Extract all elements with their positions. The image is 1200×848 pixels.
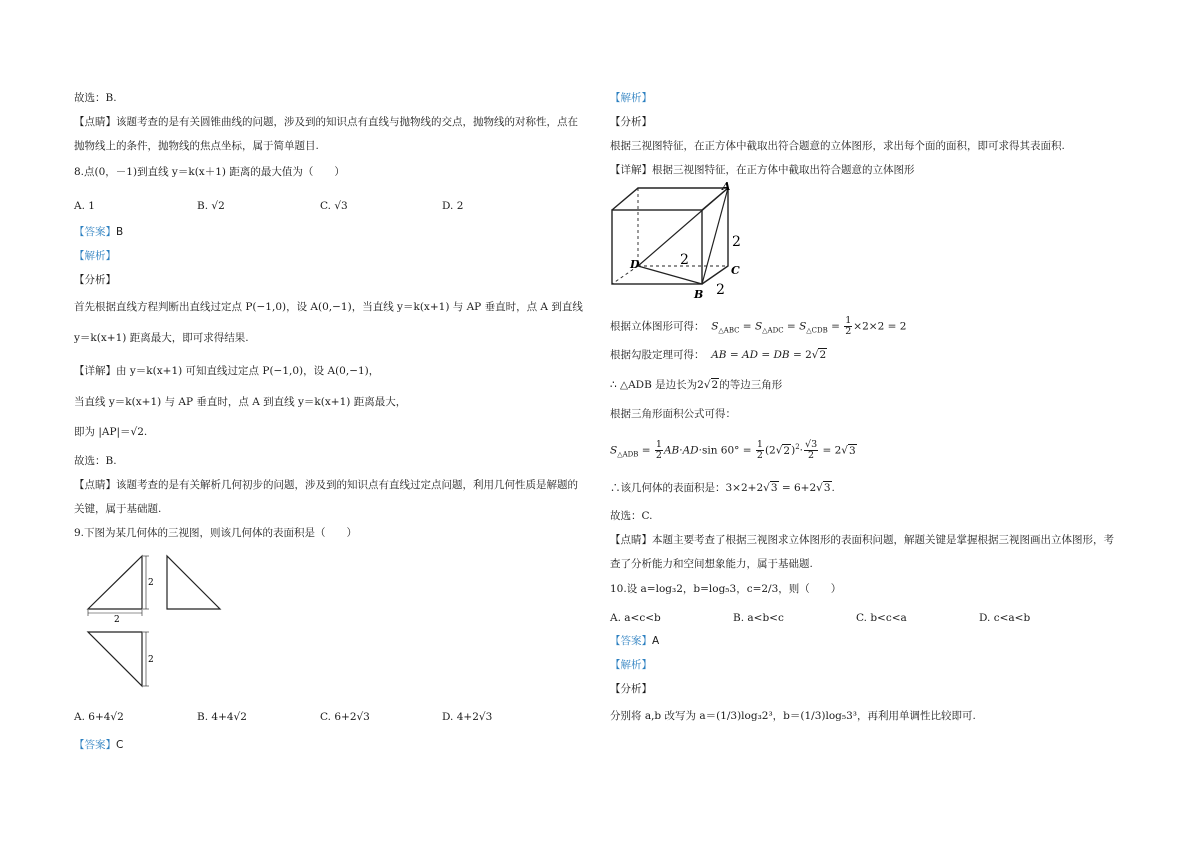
q10-fenxi-heading: 【分析】	[610, 683, 652, 695]
q9-option-b: B. 4+4√2	[197, 711, 247, 723]
vertex-b-label: B	[694, 288, 704, 301]
conclusion-line: 故选：B.	[74, 92, 117, 104]
q8-conclusion: 故选：B.	[74, 455, 117, 467]
comment-line-1: 【点睛】该题考查的是有关圆锥曲线的问题，涉及到的知识点有直线与抛物线的交点，抛物线的对称性，点在	[74, 116, 578, 128]
r5-label: ∴该几何体的表面积是：	[610, 482, 726, 494]
q9-conclusion: 故选：C.	[610, 510, 653, 522]
q8-option-b: B. √2	[197, 200, 225, 212]
answer-label: 【答案】	[610, 635, 652, 647]
q10-fenxi-line: 分别将 a,b 改写为 a＝(1/3)log₃2³，b＝(1/3)log₅3³，再利用单调性比较即可.	[610, 710, 976, 722]
q8-comment-line-2: 关键，属于基础题.	[74, 503, 162, 515]
q8-answer-value: B	[116, 226, 124, 238]
q8-detail-line-3: 即为 |AP|＝√2.	[74, 426, 148, 438]
q8-option-c: C. √3	[320, 200, 348, 212]
r3b-label: 的等边三角形	[719, 379, 783, 391]
q8-fenxi-line-2: y＝k(x+1) 距离最大，即可求得结果.	[74, 332, 249, 344]
r3a-label: ∴ △ADB 是边长为	[610, 379, 698, 391]
cube-figure	[610, 182, 760, 304]
q8-analysis-heading: 【解析】	[74, 250, 116, 262]
q9-option-d: D. 4+2√3	[442, 711, 493, 723]
q10-analysis-heading: 【解析】	[610, 659, 652, 671]
q8-fenxi-heading: 【分析】	[74, 274, 116, 286]
equilateral-statement: ∴ △ADB 是边长为2√2的等边三角形	[610, 379, 783, 391]
edge-label-bc: 2	[716, 282, 725, 298]
q9-comment-line-2: 查了分析能力和空间想象能力，属于基础题.	[610, 558, 813, 570]
edge-label-ac: 2	[732, 234, 741, 250]
q9-option-c: C. 6+2√3	[320, 711, 370, 723]
three-view-diagram	[84, 552, 234, 694]
front-view-width-label: 2	[114, 615, 120, 625]
total-surface-area: ∴该几何体的表面积是：3×2+2√3 = 6+2√3.	[610, 482, 835, 494]
q10-answer-value: A	[652, 635, 660, 647]
q8-detail-line-2: 当直线 y＝k(x+1) 与 AP 垂直时，点 A 到直线 y＝k(x+1) 距离最大，	[74, 396, 407, 408]
surface-area-equation: 根据立体图形可得： $S_{\triangle ABC} = S_{\triangle ADC} = S_{\triangle CDB}$ = $\frac{1}{2}$ ×2×2 = 2	[610, 315, 907, 337]
r2-label: 根据勾股定理可得：	[610, 349, 705, 361]
q9-answer	[74, 738, 123, 752]
q8-option-d: D. 2	[442, 200, 464, 212]
answer-label: 【答案】	[74, 226, 116, 238]
pythagorean-equation: 根据勾股定理可得： AB = AD = DB = 2√2	[610, 349, 827, 361]
area-formula-equation: $S_{\triangle ADB}$ = $\frac{1}{2}$ AB·AD·sin 60° = $\frac{1}{2}$ $(2√2)^2\cdot$ $\frac{√3}{2}$ = 2√3	[610, 439, 856, 461]
q8-answer	[74, 225, 123, 239]
front-view-height-label: 2	[148, 578, 154, 588]
q10-option-c: C. b<c<a	[856, 612, 907, 624]
q9-detail-line: 【详解】根据三视图特征，在正方体中截取出符合题意的立体图形	[610, 164, 915, 176]
answer-label: 【答案】	[74, 739, 116, 751]
q9-option-a: A. 6+4√2	[74, 711, 124, 723]
q10-option-d: D. c<a<b	[979, 612, 1031, 624]
area-formula-label: 根据三角形面积公式可得：	[610, 408, 736, 420]
q9-analysis-heading: 【解析】	[610, 92, 652, 104]
q9-answer-value: C	[116, 739, 124, 751]
q9-fenxi-heading: 【分析】	[610, 116, 652, 128]
q10-option-b: B. a<b<c	[733, 612, 784, 624]
q9-fenxi-line: 根据三视图特征，在正方体中截取出符合题意的立体图形，求出每个面的面积，即可求得其表面积.	[610, 140, 1065, 152]
vertex-c-label: C	[731, 264, 740, 277]
q10-answer	[610, 634, 659, 648]
q8-option-a: A. 1	[74, 200, 95, 212]
q8-fenxi-line-1: 首先根据直线方程判断出直线过定点 P(−1,0)，设 A(0,−1)，当直线 y＝k(x+1) 与 AP 垂直时，点 A 到直线	[74, 301, 583, 313]
q10-option-a: A. a<c<b	[610, 612, 661, 624]
question-9: 9.下图为某几何体的三视图，则该几何体的表面积是（ ）	[74, 527, 358, 539]
question-8: 8.点(0，－1)到直线 y＝k(x＋1) 距离的最大值为（ ）	[74, 166, 345, 178]
question-10: 10.设 a=log₃2，b=log₅3，c=2/3，则（ ）	[610, 583, 842, 595]
vertex-a-label: A	[722, 182, 731, 193]
q9-comment-line-1: 【点睛】本题主要考查了根据三视图求立体图形的表面积问题，解题关键是掌握根据三视图画出立体图形，考	[610, 534, 1114, 546]
edge-label-dc: 2	[680, 252, 689, 268]
top-view-height-label: 2	[148, 655, 154, 665]
q8-comment-line-1: 【点睛】该题考查的是有关解析几何初步的问题，涉及到的知识点有直线过定点问题，利用几何性质是解题的	[74, 479, 578, 491]
vertex-d-label: D	[630, 258, 640, 271]
r1-label: 根据立体图形可得：	[610, 320, 705, 333]
comment-line-2: 抛物线上的条件，抛物线的焦点坐标，属于简单题目.	[74, 140, 319, 152]
q8-detail-line-1: 【详解】由 y＝k(x+1) 可知直线过定点 P(−1,0)，设 A(0,−1)，	[74, 365, 380, 377]
